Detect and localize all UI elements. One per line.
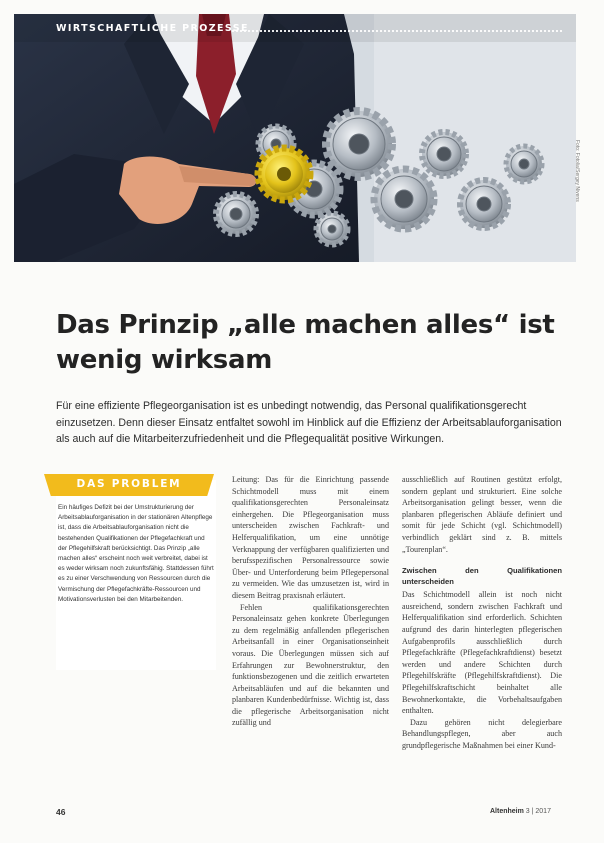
problem-title: DAS PROBLEM bbox=[76, 478, 182, 490]
body-column-1 bbox=[232, 474, 389, 729]
hero-photo bbox=[14, 14, 576, 262]
body-paragraph: Das Schichtmodell allein ist noch nicht ausreichend, sondern zwischen Fachkraft und Helferqualifikation sind erforderlich. Schichten aufgrund des darin hinterlegten pflegerischen Aufgabenprofils ausschließlich durch Pflegefachkräfte (Pflegefachkraftdienst) besetzt werden und andere Schichten durch Pflegehilfskräfte (Pflegehilfskraftdienst). Die Pflegehilfskraftschicht beinhaltet alle Bewohnerkontakte, die Vorbehaltsaufgaben enthalten. bbox=[402, 590, 562, 716]
article-headline: Das Prinzip „alle machen alles“ ist wenig wirksam bbox=[56, 310, 555, 375]
businessman-gears-illustration bbox=[14, 14, 576, 262]
body-paragraph: Leitung: Das für die Einrichtung passende Schichtmodell muss mit einem qualifikationsgerechten Personaleinsatz einhergehen. Die Pflegeorganisation muss unterscheiden zwischen Fachkraft- und Helferqualifikation, um eine unnötige Verknappung der verfügbaren qualifizierten und berufsspezifischen Personalressource sowie Über- und Unterforderung beim Pflegepersonal zu vermeiden. Wie das umzusetzen ist, wird in diesem Beitrag praxisnah erläutert. bbox=[232, 475, 389, 600]
magazine-issue bbox=[490, 808, 551, 815]
section-subheading: Zwischen den Qualifikationen unterscheiden bbox=[402, 566, 562, 587]
article-lead: Für eine effiziente Pflegeorganisation ist es unbedingt notwendig, das Personal qualifikationsgerecht einzusetzen. Denn dieser Einsatz entfaltet sowohl im Hinblick auf die Effizienz der Arbeitsablauforganisation als auch auf die Mitarbeiterzufriedenheit und die Pflegequalität positive Wirkungen. bbox=[56, 400, 562, 445]
body-paragraph: ausschließlich auf Routinen gestützt erfolgt, sondern geplant und strukturiert. Eine solche Arbeitsorganisation gelingt besser, wenn die planbaren pflegerischen Abläufe definiert und somit für jede Schicht (vgl. Schichtmodell) verbindlich geklärt sind z. B. mittels „Tourenplan“. bbox=[402, 475, 562, 554]
section-divider-dots bbox=[232, 30, 562, 32]
body-column-2 bbox=[402, 474, 562, 751]
body-paragraph: Fehlen qualifikationsgerechten Personaleinsatz gehen konkrete Überlegungen zu dem regelmäßig anfallenden pflegerischen Arbeitsanfall in einer Organisationseinheit voraus. Die Überlegungen müssen sich auf Erfahrungen zur Bewohnerstruktur, den funktionsbezogenen und die zeitlich erwarteten Arbeitsabläufen und auf die bekannten und planbaren Kundenbedürfnisse. Wichtig ist, dass die pflegerische Arbeitsorganisation nicht zufällig und bbox=[232, 602, 389, 728]
section-label: WIRTSCHAFTLICHE PROZESSE bbox=[56, 23, 249, 34]
photo-credit: Foto: Fotolia/Sergey Nivens bbox=[574, 140, 580, 202]
magazine-name: Altenheim bbox=[490, 808, 524, 815]
body-paragraph: Dazu gehören nicht delegierbare Behandlungspflegen, aber auch grundpflegerische Maßnahmen bei einer Kund- bbox=[402, 717, 562, 750]
problem-text: Ein häufiges Defizit bei der Umstrukturierung der Arbeitsablauforganisation in der stationären Altenpflege ist, dass die Arbeitsablauforganisation nicht die bestehenden Qualifikationen der Pflegefachkraft und der Pflegehilfskraft berücksichtigt. Das Prinzip „alle machen alles“ erscheint noch weit verbreitet, dabei ist es weder wirksam noch zukunftsfähig. Stattdessen führt es zu einer Verschwendung von Ressourcen durch die Vermischung der Pflegefachkräfte-Ressourcen und Motivationsverlusten bei den Mitarbeitenden. bbox=[58, 504, 214, 603]
page-number: 46 bbox=[56, 807, 66, 817]
issue-number: 3 | 2017 bbox=[525, 808, 551, 815]
